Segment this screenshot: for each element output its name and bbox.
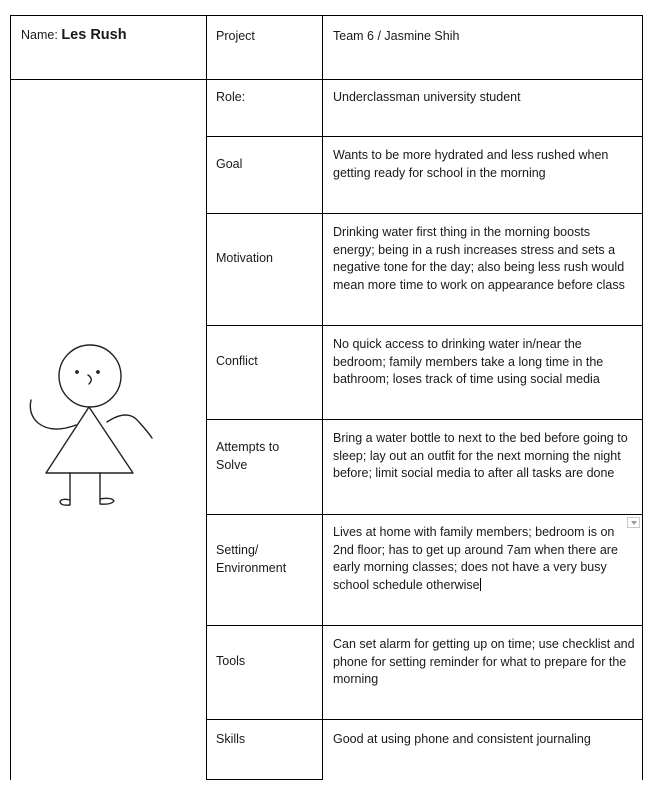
- row-divider: [206, 419, 643, 420]
- row-value-attempts[interactable]: Bring a water bottle to next to the bed before going to sleep; lay out an outfit for the next morning the night before; limit social media to after all tasks are done: [333, 431, 628, 480]
- setting-text: Lives at home with family members; bedroom is on 2nd floor; has to get up around 7am when there are early morning classes; does not have a very busy school schedule otherwise: [333, 525, 618, 592]
- row-divider: [206, 325, 643, 326]
- row-divider: [10, 79, 643, 80]
- row-divider: [206, 514, 643, 515]
- row-value-role[interactable]: Underclassman university student: [333, 90, 521, 104]
- persona-name: Les Rush: [61, 27, 127, 43]
- row-label-attempts[interactable]: Attempts to Solve: [216, 440, 280, 472]
- table-divider-col2: [322, 15, 323, 780]
- text-cursor: [480, 578, 481, 591]
- row-label-goal[interactable]: Goal: [216, 157, 243, 171]
- project-value[interactable]: Team 6 / Jasmine Shih: [333, 29, 460, 43]
- row-label-skills[interactable]: Skills: [216, 732, 246, 746]
- row-label-motivation[interactable]: Motivation: [216, 251, 273, 265]
- row-divider: [206, 625, 643, 626]
- row-divider: [206, 136, 643, 137]
- row-divider: [206, 779, 323, 780]
- row-value-motivation[interactable]: Drinking water first thing in the morning boosts energy; being in a rush increases stress and sets a negative tone for the day; also being less rush would mean more time to work on appearance before class: [333, 225, 625, 292]
- row-label-setting[interactable]: Setting/ Environment: [216, 543, 287, 575]
- table-border-top: [10, 15, 643, 16]
- row-value-setting[interactable]: [333, 524, 635, 594]
- table-border-left: [10, 15, 11, 780]
- table-divider-col1: [206, 15, 207, 780]
- row-value-goal[interactable]: Wants to be more hydrated and less rushed when getting ready for school in the morning: [333, 148, 609, 180]
- name-label: Name:: [21, 28, 58, 42]
- stick-figure-drawing: [22, 338, 162, 513]
- row-value-tools[interactable]: Can set alarm for getting up on time; use checklist and phone for setting reminder for what to prepare for the morning: [333, 637, 635, 686]
- row-label-conflict[interactable]: Conflict: [216, 354, 258, 368]
- table-border-right: [642, 15, 643, 780]
- persona-name-cell[interactable]: [21, 27, 201, 45]
- row-label-role[interactable]: Role:: [216, 90, 246, 104]
- row-value-conflict[interactable]: No quick access to drinking water in/near the bedroom; family members take a long time in the bathroom; loses track of time using social media: [333, 337, 604, 386]
- row-divider: [206, 213, 643, 214]
- comment-dropdown-icon[interactable]: [627, 517, 640, 528]
- row-value-skills[interactable]: Good at using phone and consistent journaling: [333, 732, 591, 746]
- row-divider: [206, 719, 643, 720]
- project-label[interactable]: Project: [216, 29, 255, 43]
- row-label-tools[interactable]: Tools: [216, 654, 246, 668]
